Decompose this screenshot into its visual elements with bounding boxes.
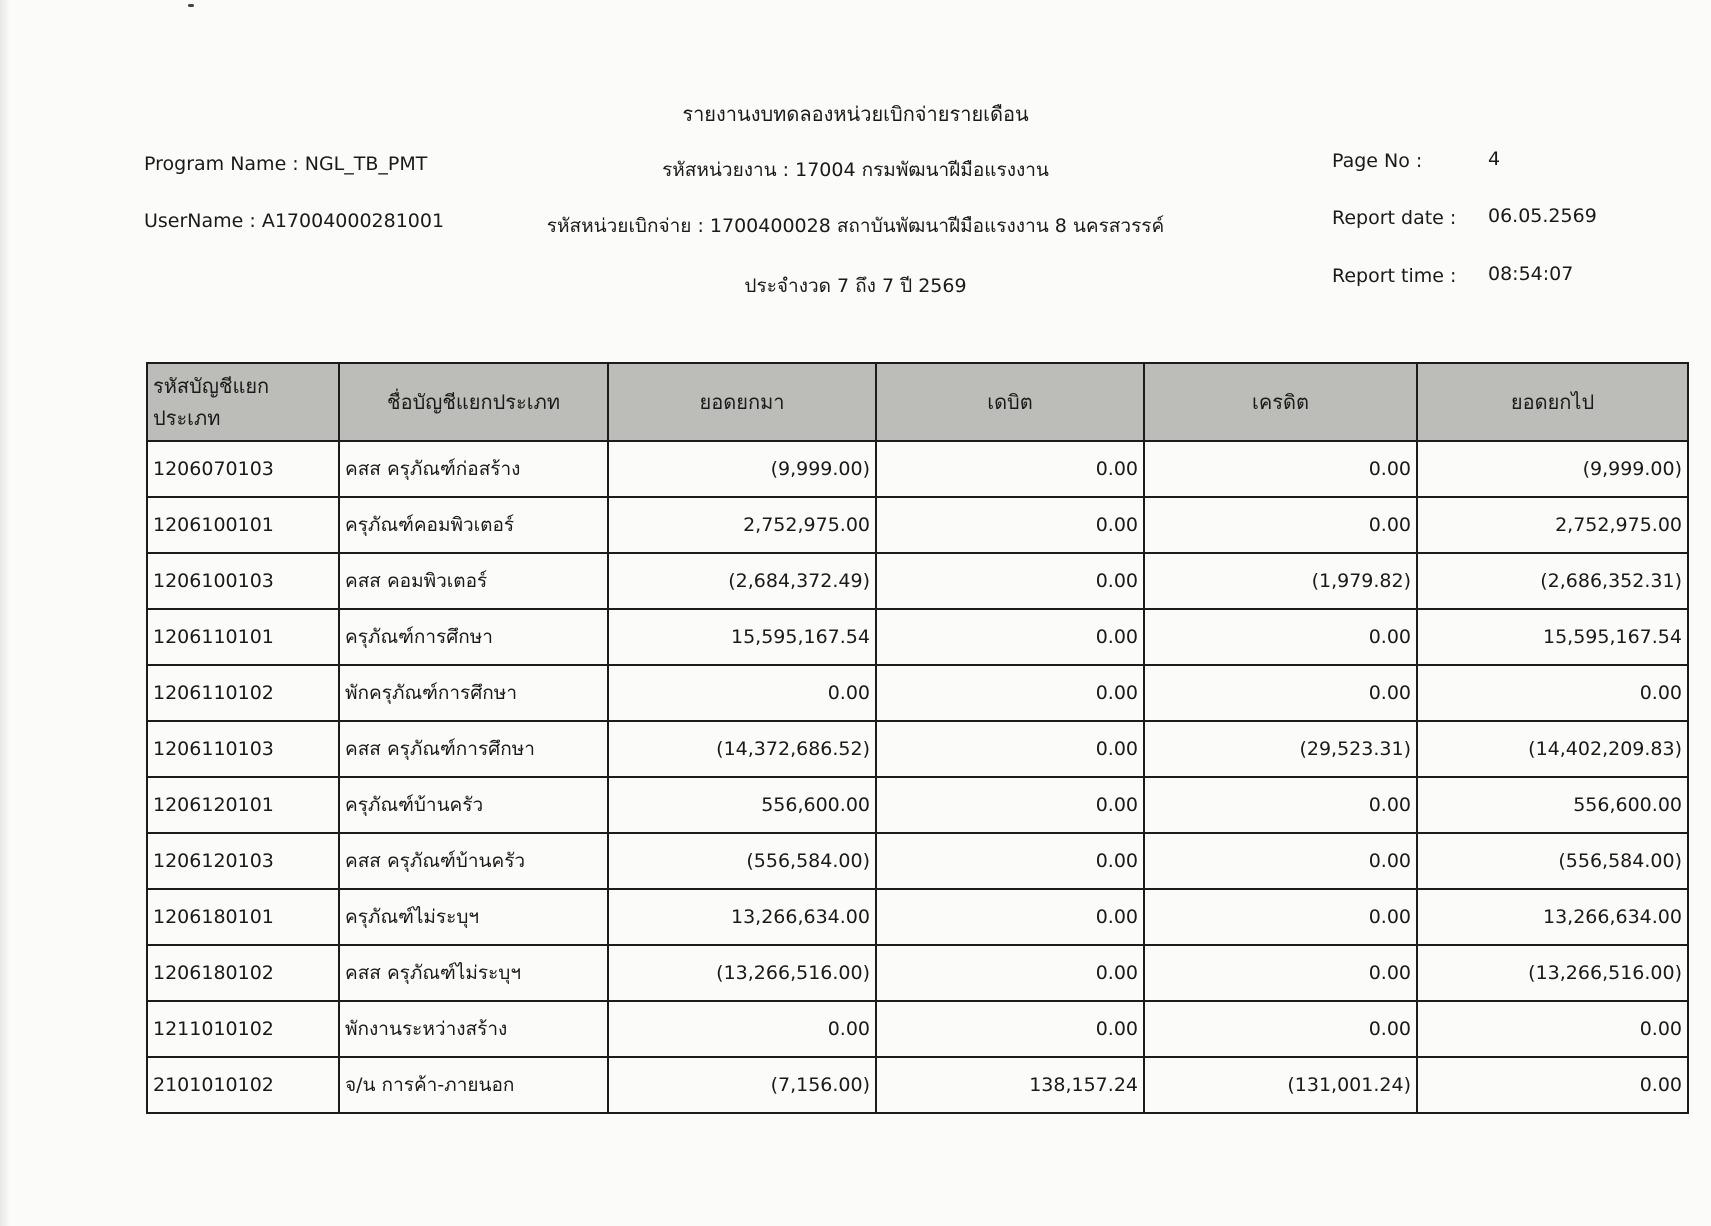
account-code-cell: 1211010102 <box>147 1001 339 1057</box>
closing-balance-cell: (9,999.00) <box>1417 441 1688 497</box>
credit-cell: 0.00 <box>1144 945 1417 1001</box>
report-title: รายงานงบทดลองหน่วยเบิกจ่ายรายเดือน <box>682 102 1029 126</box>
table-row <box>147 1001 1688 1057</box>
account-code-cell: 1206100103 <box>147 553 339 609</box>
report-time-label: Report time : <box>1332 265 1457 287</box>
table-row <box>147 721 1688 777</box>
col-header-account-code: รหัสบัญชีแยกประเภท <box>147 363 339 441</box>
table-row <box>147 665 1688 721</box>
credit-cell: 0.00 <box>1144 889 1417 945</box>
closing-balance-cell: (14,402,209.83) <box>1417 721 1688 777</box>
opening-balance-cell: 556,600.00 <box>608 777 876 833</box>
account-name-cell: ครุภัณฑ์ไม่ระบุฯ <box>339 889 608 945</box>
credit-cell: 0.00 <box>1144 665 1417 721</box>
page-no-label: Page No : <box>1332 150 1423 172</box>
opening-balance-cell: (14,372,686.52) <box>608 721 876 777</box>
debit-cell: 0.00 <box>876 721 1144 777</box>
account-code-cell: 1206110102 <box>147 665 339 721</box>
table-row <box>147 945 1688 1001</box>
table-row <box>147 777 1688 833</box>
opening-balance-cell: (556,584.00) <box>608 833 876 889</box>
closing-balance-cell: (2,686,352.31) <box>1417 553 1688 609</box>
disbursement-unit-line: รหัสหน่วยเบิกจ่าย : 1700400028 สถาบันพัฒนาฝีมือแรงงาน 8 นครสวรรค์ <box>546 215 1165 237</box>
account-name-cell: คสส ครุภัณฑ์บ้านครัว <box>339 833 608 889</box>
credit-cell: 0.00 <box>1144 441 1417 497</box>
debit-cell: 0.00 <box>876 889 1144 945</box>
closing-balance-cell: 0.00 <box>1417 1057 1688 1113</box>
debit-cell: 0.00 <box>876 441 1144 497</box>
table-row <box>147 441 1688 497</box>
opening-balance-cell: (2,684,372.49) <box>608 553 876 609</box>
closing-balance-cell: 0.00 <box>1417 1001 1688 1057</box>
table-row <box>147 497 1688 553</box>
opening-balance-cell: (13,266,516.00) <box>608 945 876 1001</box>
table-row <box>147 1057 1688 1113</box>
report-time-value: 08:54:07 <box>1488 263 1574 285</box>
table-body <box>147 441 1688 1113</box>
debit-cell: 0.00 <box>876 1001 1144 1057</box>
username: UserName : A17004000281001 <box>144 210 445 232</box>
page-no-value: 4 <box>1488 148 1501 170</box>
account-code-cell: 1206070103 <box>147 441 339 497</box>
account-code-cell: 1206180102 <box>147 945 339 1001</box>
report-date-value: 06.05.2569 <box>1488 205 1597 227</box>
credit-cell: 0.00 <box>1144 777 1417 833</box>
account-code-cell: 1206110103 <box>147 721 339 777</box>
debit-cell: 0.00 <box>876 945 1144 1001</box>
table-header-row <box>147 363 1688 441</box>
program-name: Program Name : NGL_TB_PMT <box>144 153 428 175</box>
credit-cell: (29,523.31) <box>1144 721 1417 777</box>
closing-balance-cell: (556,584.00) <box>1417 833 1688 889</box>
report-date-label: Report date : <box>1332 207 1457 229</box>
opening-balance-cell: 0.00 <box>608 1001 876 1057</box>
closing-balance-cell: 556,600.00 <box>1417 777 1688 833</box>
account-code-cell: 1206110101 <box>147 609 339 665</box>
debit-cell: 0.00 <box>876 777 1144 833</box>
credit-cell: 0.00 <box>1144 833 1417 889</box>
debit-cell: 0.00 <box>876 497 1144 553</box>
col-header-opening-balance: ยอดยกมา <box>608 363 876 441</box>
table-row <box>147 609 1688 665</box>
debit-cell: 0.00 <box>876 665 1144 721</box>
debit-cell: 0.00 <box>876 609 1144 665</box>
account-code-cell: 1206100101 <box>147 497 339 553</box>
trial-balance-table <box>146 362 1689 1114</box>
col-header-debit: เดบิต <box>876 363 1144 441</box>
closing-balance-cell: 2,752,975.00 <box>1417 497 1688 553</box>
account-code-cell: 1206120103 <box>147 833 339 889</box>
account-name-cell: คสส ครุภัณฑ์ก่อสร้าง <box>339 441 608 497</box>
credit-cell: 0.00 <box>1144 497 1417 553</box>
table-row <box>147 553 1688 609</box>
credit-cell: (1,979.82) <box>1144 553 1417 609</box>
account-name-cell: คสส ครุภัณฑ์ไม่ระบุฯ <box>339 945 608 1001</box>
col-header-closing-balance: ยอดยกไป <box>1417 363 1688 441</box>
opening-balance-cell: (7,156.00) <box>608 1057 876 1113</box>
opening-balance-cell: 15,595,167.54 <box>608 609 876 665</box>
table-row <box>147 833 1688 889</box>
account-name-cell: พักครุภัณฑ์การศึกษา <box>339 665 608 721</box>
col-header-account-name: ชื่อบัญชีแยกประเภท <box>339 363 608 441</box>
closing-balance-cell: 13,266,634.00 <box>1417 889 1688 945</box>
debit-cell: 138,157.24 <box>876 1057 1144 1113</box>
scan-mark <box>188 4 194 7</box>
closing-balance-cell: 0.00 <box>1417 665 1688 721</box>
table-row <box>147 889 1688 945</box>
opening-balance-cell: (9,999.00) <box>608 441 876 497</box>
account-name-cell: พักงานระหว่างสร้าง <box>339 1001 608 1057</box>
closing-balance-cell: (13,266,516.00) <box>1417 945 1688 1001</box>
opening-balance-cell: 0.00 <box>608 665 876 721</box>
debit-cell: 0.00 <box>876 833 1144 889</box>
account-code-cell: 1206120101 <box>147 777 339 833</box>
closing-balance-cell: 15,595,167.54 <box>1417 609 1688 665</box>
account-name-cell: ครุภัณฑ์คอมพิวเตอร์ <box>339 497 608 553</box>
col-header-credit: เครดิต <box>1144 363 1417 441</box>
agency-line: รหัสหน่วยงาน : 17004 กรมพัฒนาฝีมือแรงงาน <box>662 159 1049 181</box>
account-code-cell: 2101010102 <box>147 1057 339 1113</box>
period-line: ประจำงวด 7 ถึง 7 ปี 2569 <box>744 275 967 297</box>
account-name-cell: คสส คอมพิวเตอร์ <box>339 553 608 609</box>
account-name-cell: คสส ครุภัณฑ์การศึกษา <box>339 721 608 777</box>
credit-cell: 0.00 <box>1144 1001 1417 1057</box>
account-name-cell: ครุภัณฑ์การศึกษา <box>339 609 608 665</box>
credit-cell: (131,001.24) <box>1144 1057 1417 1113</box>
account-name-cell: จ/น การค้า-ภายนอก <box>339 1057 608 1113</box>
opening-balance-cell: 13,266,634.00 <box>608 889 876 945</box>
credit-cell: 0.00 <box>1144 609 1417 665</box>
debit-cell: 0.00 <box>876 553 1144 609</box>
account-name-cell: ครุภัณฑ์บ้านครัว <box>339 777 608 833</box>
opening-balance-cell: 2,752,975.00 <box>608 497 876 553</box>
account-code-cell: 1206180101 <box>147 889 339 945</box>
